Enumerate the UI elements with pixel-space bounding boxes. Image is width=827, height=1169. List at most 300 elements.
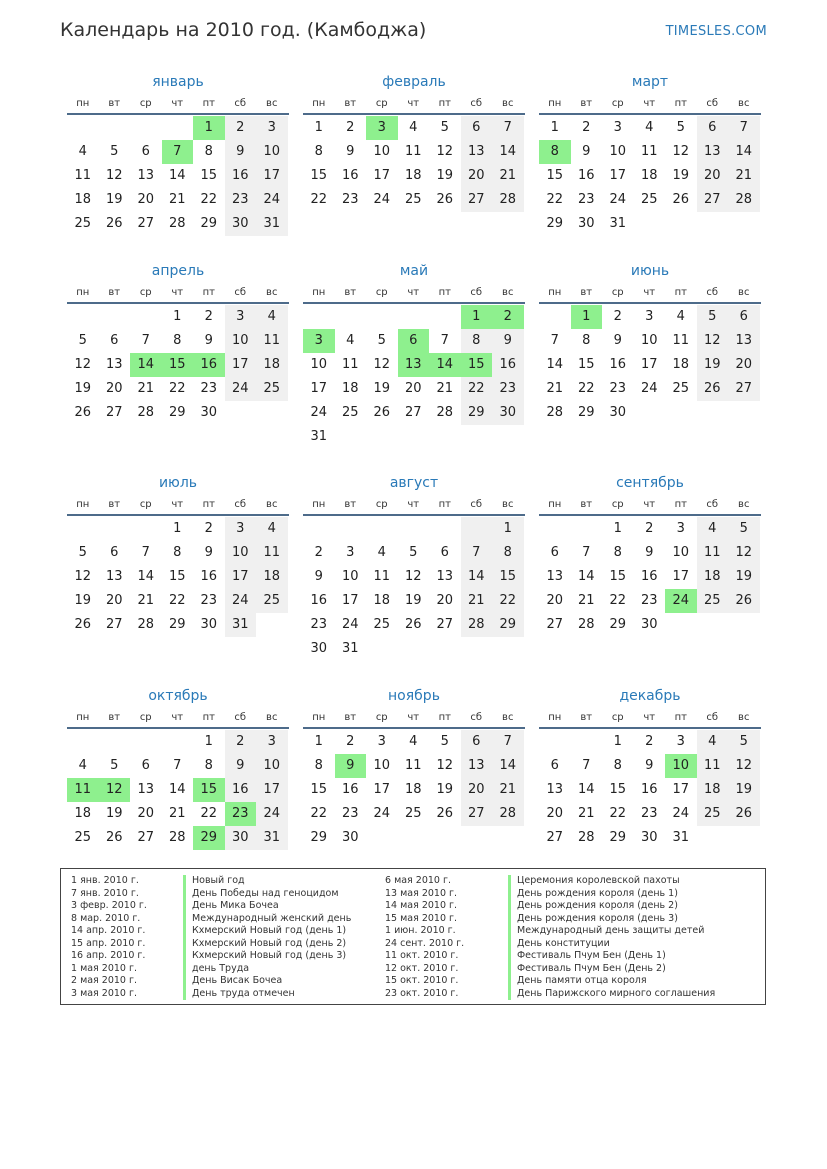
day-cell[interactable]: 24 [341, 617, 359, 632]
day-cell[interactable]: 10 [373, 758, 391, 773]
day-cell[interactable]: 18 [74, 192, 92, 207]
day-cell[interactable]: 14 [492, 754, 524, 778]
day-cell[interactable]: 17 [672, 569, 690, 584]
day-cell[interactable]: 21 [728, 164, 760, 188]
day-cell[interactable]: 29 [168, 617, 186, 632]
day-cell[interactable]: 14 [577, 782, 595, 797]
day-cell[interactable]: 10 [256, 140, 288, 164]
day-cell[interactable]: 21 [168, 192, 186, 207]
day-cell[interactable]: 9 [335, 754, 367, 778]
day-cell[interactable]: 22 [609, 806, 627, 821]
day-cell[interactable]: 9 [225, 140, 257, 164]
day-cell[interactable]: 25 [672, 381, 690, 396]
day-cell[interactable]: 6 [461, 730, 493, 754]
day-cell[interactable]: 23 [225, 188, 257, 212]
day-cell[interactable]: 4 [256, 517, 288, 541]
day-cell[interactable]: 15 [193, 778, 225, 802]
day-cell[interactable]: 14 [577, 569, 595, 584]
day-cell[interactable]: 24 [256, 802, 288, 826]
day-cell[interactable]: 10 [373, 144, 391, 159]
day-cell[interactable]: 16 [193, 353, 225, 377]
day-cell[interactable]: 20 [137, 192, 155, 207]
day-cell[interactable]: 20 [137, 806, 155, 821]
day-cell[interactable]: 16 [640, 782, 658, 797]
day-cell[interactable]: 22 [168, 381, 186, 396]
day-cell[interactable]: 27 [546, 617, 564, 632]
day-cell[interactable]: 7 [461, 541, 493, 565]
day-cell[interactable]: 7 [550, 333, 559, 348]
day-cell[interactable]: 17 [672, 782, 690, 797]
day-cell[interactable]: 23 [640, 806, 658, 821]
day-cell[interactable]: 14 [168, 168, 186, 183]
day-cell[interactable]: 20 [697, 164, 729, 188]
day-cell[interactable]: 28 [577, 830, 595, 845]
day-cell[interactable]: 6 [728, 305, 760, 329]
day-cell[interactable]: 8 [204, 144, 213, 159]
day-cell[interactable]: 3 [225, 517, 257, 541]
day-cell[interactable]: 17 [609, 168, 627, 183]
day-cell[interactable]: 17 [225, 353, 257, 377]
day-cell[interactable]: 31 [256, 826, 288, 850]
day-cell[interactable]: 9 [225, 754, 257, 778]
day-cell[interactable]: 11 [697, 754, 729, 778]
day-cell[interactable]: 5 [676, 120, 685, 135]
day-cell[interactable]: 7 [162, 140, 194, 164]
day-cell[interactable]: 28 [137, 617, 155, 632]
day-cell[interactable]: 2 [613, 309, 622, 324]
day-cell[interactable]: 30 [200, 405, 218, 420]
day-cell[interactable]: 17 [373, 782, 391, 797]
day-cell[interactable]: 5 [697, 305, 729, 329]
day-cell[interactable]: 20 [105, 381, 123, 396]
day-cell[interactable]: 19 [728, 778, 760, 802]
day-cell[interactable]: 27 [546, 830, 564, 845]
day-cell[interactable]: 1 [173, 309, 182, 324]
day-cell[interactable]: 23 [640, 593, 658, 608]
day-cell[interactable]: 11 [341, 357, 359, 372]
day-cell[interactable]: 29 [492, 613, 524, 637]
day-cell[interactable]: 28 [492, 188, 524, 212]
day-cell[interactable]: 20 [728, 353, 760, 377]
day-cell[interactable]: 18 [640, 168, 658, 183]
day-cell[interactable]: 6 [697, 116, 729, 140]
day-cell[interactable]: 17 [310, 381, 328, 396]
day-cell[interactable]: 27 [728, 377, 760, 401]
day-cell[interactable]: 13 [398, 353, 430, 377]
day-cell[interactable]: 24 [225, 377, 257, 401]
day-cell[interactable]: 17 [256, 164, 288, 188]
day-cell[interactable]: 4 [409, 120, 418, 135]
day-cell[interactable]: 23 [310, 617, 328, 632]
day-cell[interactable]: 24 [672, 806, 690, 821]
day-cell[interactable]: 8 [314, 144, 323, 159]
day-cell[interactable]: 10 [672, 545, 690, 560]
day-cell[interactable]: 4 [346, 333, 355, 348]
day-cell[interactable]: 26 [697, 377, 729, 401]
day-cell[interactable]: 4 [78, 144, 87, 159]
day-cell[interactable]: 19 [436, 782, 454, 797]
day-cell[interactable]: 2 [645, 734, 654, 749]
day-cell[interactable]: 27 [461, 802, 493, 826]
day-cell[interactable]: 4 [697, 517, 729, 541]
day-cell[interactable]: 15 [546, 168, 564, 183]
day-cell[interactable]: 15 [492, 565, 524, 589]
day-cell[interactable]: 22 [310, 192, 328, 207]
day-cell[interactable]: 23 [577, 192, 595, 207]
day-cell[interactable]: 14 [728, 140, 760, 164]
day-cell[interactable]: 26 [728, 589, 760, 613]
day-cell[interactable]: 1 [550, 120, 559, 135]
day-cell[interactable]: 3 [256, 116, 288, 140]
day-cell[interactable]: 21 [577, 806, 595, 821]
day-cell[interactable]: 11 [256, 329, 288, 353]
day-cell[interactable]: 10 [225, 329, 257, 353]
day-cell[interactable]: 11 [672, 333, 690, 348]
day-cell[interactable]: 7 [173, 758, 182, 773]
day-cell[interactable]: 24 [373, 192, 391, 207]
day-cell[interactable]: 15 [168, 569, 186, 584]
day-cell[interactable]: 26 [436, 192, 454, 207]
day-cell[interactable]: 4 [697, 730, 729, 754]
day-cell[interactable]: 17 [640, 357, 658, 372]
day-cell[interactable]: 2 [346, 734, 355, 749]
day-cell[interactable]: 19 [436, 168, 454, 183]
day-cell[interactable]: 2 [346, 120, 355, 135]
day-cell[interactable]: 6 [461, 116, 493, 140]
day-cell[interactable]: 7 [728, 116, 760, 140]
day-cell[interactable]: 7 [440, 333, 449, 348]
day-cell[interactable]: 3 [676, 734, 685, 749]
day-cell[interactable]: 7 [582, 545, 591, 560]
day-cell[interactable]: 18 [256, 353, 288, 377]
day-cell[interactable]: 26 [373, 405, 391, 420]
day-cell[interactable]: 26 [436, 806, 454, 821]
day-cell[interactable]: 27 [137, 830, 155, 845]
day-cell[interactable]: 25 [697, 802, 729, 826]
day-cell[interactable]: 27 [137, 216, 155, 231]
day-cell[interactable]: 2 [204, 309, 213, 324]
day-cell[interactable]: 12 [436, 758, 454, 773]
day-cell[interactable]: 30 [492, 401, 524, 425]
day-cell[interactable]: 7 [492, 116, 524, 140]
day-cell[interactable]: 21 [137, 593, 155, 608]
day-cell[interactable]: 23 [492, 377, 524, 401]
day-cell[interactable]: 24 [310, 405, 328, 420]
day-cell[interactable]: 3 [645, 309, 654, 324]
day-cell[interactable]: 8 [539, 140, 571, 164]
day-cell[interactable]: 1 [492, 517, 524, 541]
day-cell[interactable]: 26 [105, 216, 123, 231]
day-cell[interactable]: 22 [310, 806, 328, 821]
day-cell[interactable]: 14 [546, 357, 564, 372]
day-cell[interactable]: 26 [404, 617, 422, 632]
day-cell[interactable]: 8 [613, 758, 622, 773]
day-cell[interactable]: 27 [436, 617, 454, 632]
day-cell[interactable]: 8 [204, 758, 213, 773]
day-cell[interactable]: 3 [225, 305, 257, 329]
day-cell[interactable]: 24 [225, 589, 257, 613]
day-cell[interactable]: 11 [74, 168, 92, 183]
day-cell[interactable]: 22 [200, 806, 218, 821]
day-cell[interactable]: 25 [373, 617, 391, 632]
day-cell[interactable]: 13 [137, 168, 155, 183]
day-cell[interactable]: 1 [173, 521, 182, 536]
day-cell[interactable]: 7 [141, 333, 150, 348]
day-cell[interactable]: 1 [204, 734, 213, 749]
day-cell[interactable]: 29 [546, 216, 564, 231]
day-cell[interactable]: 8 [582, 333, 591, 348]
day-cell[interactable]: 28 [577, 617, 595, 632]
day-cell[interactable]: 12 [436, 144, 454, 159]
day-cell[interactable]: 9 [204, 545, 213, 560]
day-cell[interactable]: 10 [341, 569, 359, 584]
day-cell[interactable]: 9 [204, 333, 213, 348]
day-cell[interactable]: 2 [645, 521, 654, 536]
day-cell[interactable]: 16 [640, 569, 658, 584]
day-cell[interactable]: 30 [640, 617, 658, 632]
day-cell[interactable]: 5 [440, 120, 449, 135]
day-cell[interactable]: 28 [168, 216, 186, 231]
day-cell[interactable]: 20 [546, 806, 564, 821]
day-cell[interactable]: 28 [546, 405, 564, 420]
day-cell[interactable]: 25 [404, 192, 422, 207]
day-cell[interactable]: 19 [74, 381, 92, 396]
day-cell[interactable]: 14 [130, 353, 162, 377]
day-cell[interactable]: 16 [609, 357, 627, 372]
day-cell[interactable]: 2 [204, 521, 213, 536]
day-cell[interactable]: 30 [577, 216, 595, 231]
day-cell[interactable]: 13 [697, 140, 729, 164]
day-cell[interactable]: 17 [341, 593, 359, 608]
day-cell[interactable]: 25 [256, 377, 288, 401]
day-cell[interactable]: 4 [377, 545, 386, 560]
day-cell[interactable]: 9 [645, 758, 654, 773]
day-cell[interactable]: 28 [728, 188, 760, 212]
day-cell[interactable]: 11 [256, 541, 288, 565]
day-cell[interactable]: 5 [78, 333, 87, 348]
day-cell[interactable]: 16 [341, 168, 359, 183]
day-cell[interactable]: 9 [645, 545, 654, 560]
day-cell[interactable]: 15 [200, 168, 218, 183]
day-cell[interactable]: 5 [78, 545, 87, 560]
day-cell[interactable]: 12 [105, 168, 123, 183]
day-cell[interactable]: 16 [492, 353, 524, 377]
day-cell[interactable]: 4 [256, 305, 288, 329]
day-cell[interactable]: 29 [461, 401, 493, 425]
day-cell[interactable]: 10 [256, 754, 288, 778]
day-cell[interactable]: 2 [314, 545, 323, 560]
day-cell[interactable]: 3 [676, 521, 685, 536]
day-cell[interactable]: 8 [461, 329, 493, 353]
day-cell[interactable]: 28 [461, 613, 493, 637]
day-cell[interactable]: 5 [728, 730, 760, 754]
day-cell[interactable]: 19 [728, 565, 760, 589]
day-cell[interactable]: 24 [609, 192, 627, 207]
day-cell[interactable]: 31 [609, 216, 627, 231]
day-cell[interactable]: 23 [341, 806, 359, 821]
day-cell[interactable]: 2 [225, 116, 257, 140]
day-cell[interactable]: 13 [137, 782, 155, 797]
day-cell[interactable]: 16 [225, 164, 257, 188]
day-cell[interactable]: 4 [78, 758, 87, 773]
day-cell[interactable]: 24 [640, 381, 658, 396]
day-cell[interactable]: 21 [168, 806, 186, 821]
day-cell[interactable]: 9 [613, 333, 622, 348]
day-cell[interactable]: 23 [200, 381, 218, 396]
day-cell[interactable]: 18 [341, 381, 359, 396]
day-cell[interactable]: 25 [256, 589, 288, 613]
day-cell[interactable]: 7 [492, 730, 524, 754]
day-cell[interactable]: 8 [314, 758, 323, 773]
day-cell[interactable]: 21 [577, 593, 595, 608]
day-cell[interactable]: 14 [461, 565, 493, 589]
day-cell[interactable]: 12 [697, 329, 729, 353]
day-cell[interactable]: 22 [577, 381, 595, 396]
day-cell[interactable]: 17 [225, 565, 257, 589]
day-cell[interactable]: 27 [105, 405, 123, 420]
day-cell[interactable]: 23 [609, 381, 627, 396]
day-cell[interactable]: 2 [492, 305, 524, 329]
day-cell[interactable]: 26 [105, 830, 123, 845]
day-cell[interactable]: 10 [609, 144, 627, 159]
day-cell[interactable]: 12 [728, 541, 760, 565]
day-cell[interactable]: 30 [310, 641, 328, 656]
day-cell[interactable]: 20 [461, 778, 493, 802]
day-cell[interactable]: 11 [67, 778, 99, 802]
day-cell[interactable]: 25 [697, 589, 729, 613]
day-cell[interactable]: 28 [137, 405, 155, 420]
day-cell[interactable]: 6 [141, 758, 150, 773]
day-cell[interactable]: 9 [582, 144, 591, 159]
day-cell[interactable]: 6 [141, 144, 150, 159]
day-cell[interactable]: 15 [162, 353, 194, 377]
day-cell[interactable]: 14 [492, 140, 524, 164]
day-cell[interactable]: 29 [168, 405, 186, 420]
day-cell[interactable]: 22 [461, 377, 493, 401]
day-cell[interactable]: 19 [672, 168, 690, 183]
day-cell[interactable]: 5 [110, 144, 119, 159]
day-cell[interactable]: 13 [461, 754, 493, 778]
day-cell[interactable]: 3 [366, 116, 398, 140]
day-cell[interactable]: 10 [310, 357, 328, 372]
day-cell[interactable]: 22 [546, 192, 564, 207]
day-cell[interactable]: 20 [436, 593, 454, 608]
day-cell[interactable]: 30 [225, 212, 257, 236]
day-cell[interactable]: 4 [409, 734, 418, 749]
day-cell[interactable]: 2 [225, 730, 257, 754]
day-cell[interactable]: 1 [314, 120, 323, 135]
day-cell[interactable]: 31 [672, 830, 690, 845]
day-cell[interactable]: 18 [672, 357, 690, 372]
day-cell[interactable]: 19 [74, 593, 92, 608]
day-cell[interactable]: 10 [225, 541, 257, 565]
day-cell[interactable]: 6 [440, 545, 449, 560]
day-cell[interactable]: 21 [492, 164, 524, 188]
day-cell[interactable]: 1 [314, 734, 323, 749]
day-cell[interactable]: 12 [728, 754, 760, 778]
day-cell[interactable]: 3 [303, 329, 335, 353]
day-cell[interactable]: 23 [200, 593, 218, 608]
day-cell[interactable]: 8 [173, 545, 182, 560]
day-cell[interactable]: 21 [546, 381, 564, 396]
day-cell[interactable]: 22 [609, 593, 627, 608]
day-cell[interactable]: 26 [74, 405, 92, 420]
day-cell[interactable]: 9 [346, 144, 355, 159]
day-cell[interactable]: 9 [314, 569, 323, 584]
day-cell[interactable]: 27 [461, 188, 493, 212]
day-cell[interactable]: 6 [398, 329, 430, 353]
day-cell[interactable]: 11 [373, 569, 391, 584]
day-cell[interactable]: 14 [137, 569, 155, 584]
day-cell[interactable]: 16 [225, 778, 257, 802]
day-cell[interactable]: 23 [341, 192, 359, 207]
day-cell[interactable]: 9 [492, 329, 524, 353]
day-cell[interactable]: 15 [461, 353, 493, 377]
day-cell[interactable]: 12 [99, 778, 131, 802]
day-cell[interactable]: 5 [110, 758, 119, 773]
day-cell[interactable]: 11 [640, 144, 658, 159]
day-cell[interactable]: 16 [200, 569, 218, 584]
day-cell[interactable]: 18 [373, 593, 391, 608]
day-cell[interactable]: 29 [310, 830, 328, 845]
day-cell[interactable]: 8 [613, 545, 622, 560]
day-cell[interactable]: 20 [404, 381, 422, 396]
day-cell[interactable]: 1 [613, 734, 622, 749]
day-cell[interactable]: 13 [546, 782, 564, 797]
day-cell[interactable]: 26 [74, 617, 92, 632]
day-cell[interactable]: 18 [697, 565, 729, 589]
day-cell[interactable]: 1 [613, 521, 622, 536]
day-cell[interactable]: 21 [137, 381, 155, 396]
day-cell[interactable]: 14 [168, 782, 186, 797]
day-cell[interactable]: 5 [377, 333, 386, 348]
day-cell[interactable]: 19 [105, 806, 123, 821]
day-cell[interactable]: 29 [577, 405, 595, 420]
day-cell[interactable]: 30 [200, 617, 218, 632]
day-cell[interactable]: 19 [697, 353, 729, 377]
day-cell[interactable]: 3 [346, 545, 355, 560]
day-cell[interactable]: 21 [436, 381, 454, 396]
day-cell[interactable]: 21 [461, 589, 493, 613]
day-cell[interactable]: 8 [173, 333, 182, 348]
day-cell[interactable]: 6 [550, 545, 559, 560]
day-cell[interactable]: 27 [697, 188, 729, 212]
day-cell[interactable]: 25 [404, 806, 422, 821]
day-cell[interactable]: 28 [436, 405, 454, 420]
day-cell[interactable]: 4 [645, 120, 654, 135]
day-cell[interactable]: 3 [613, 120, 622, 135]
day-cell[interactable]: 18 [256, 565, 288, 589]
day-cell[interactable]: 3 [256, 730, 288, 754]
day-cell[interactable]: 23 [225, 802, 257, 826]
day-cell[interactable]: 29 [200, 216, 218, 231]
day-cell[interactable]: 22 [492, 589, 524, 613]
day-cell[interactable]: 14 [429, 353, 461, 377]
day-cell[interactable]: 24 [373, 806, 391, 821]
day-cell[interactable]: 31 [225, 613, 257, 637]
day-cell[interactable]: 18 [74, 806, 92, 821]
day-cell[interactable]: 15 [609, 782, 627, 797]
day-cell[interactable]: 12 [373, 357, 391, 372]
day-cell[interactable]: 30 [341, 830, 359, 845]
day-cell[interactable]: 25 [341, 405, 359, 420]
day-cell[interactable]: 5 [728, 517, 760, 541]
day-cell[interactable]: 25 [640, 192, 658, 207]
day-cell[interactable]: 29 [609, 830, 627, 845]
day-cell[interactable]: 13 [461, 140, 493, 164]
day-cell[interactable]: 20 [461, 164, 493, 188]
day-cell[interactable]: 15 [310, 782, 328, 797]
